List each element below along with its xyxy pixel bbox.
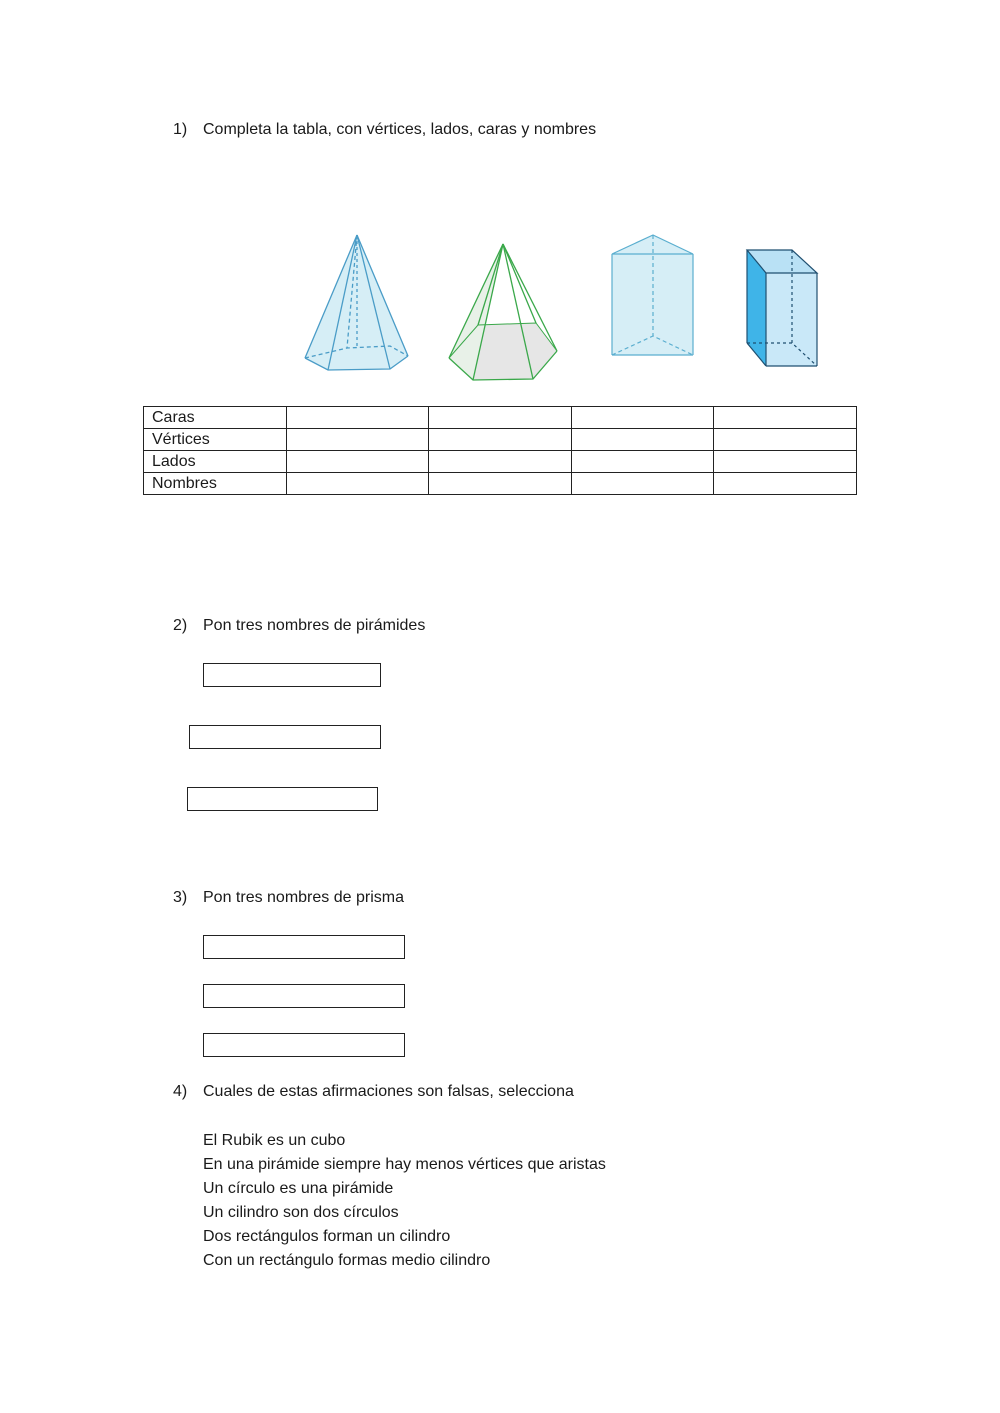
answer-cell[interactable]	[571, 473, 714, 495]
statement-option[interactable]: Con un rectángulo formas medio cilindro	[203, 1252, 491, 1269]
question-number: 1)	[173, 121, 188, 138]
properties-table	[143, 406, 857, 495]
question-number: 3)	[173, 889, 188, 906]
table-row	[144, 451, 857, 473]
question-text: Completa la tabla, con vértices, lados, caras y nombres	[203, 121, 597, 138]
question-text: Cuales de estas afirmaciones son falsas, selecciona	[203, 1083, 574, 1100]
statement-option[interactable]: Dos rectángulos forman un cilindro	[203, 1228, 451, 1245]
answer-cell[interactable]	[286, 451, 429, 473]
answer-cell[interactable]	[714, 429, 857, 451]
answer-cell[interactable]	[571, 451, 714, 473]
table-row	[144, 429, 857, 451]
question-1	[173, 120, 596, 140]
answer-cell[interactable]	[429, 429, 572, 451]
pyramid-answer-box[interactable]	[189, 725, 381, 749]
answer-cell[interactable]	[286, 407, 429, 429]
prism-answer-box[interactable]	[203, 935, 405, 959]
rectangular-prism-icon	[744, 246, 822, 370]
answer-cell[interactable]	[714, 407, 857, 429]
row-label: Nombres	[144, 473, 287, 495]
question-2	[173, 616, 425, 636]
question-4	[173, 1082, 574, 1102]
question-text: Pon tres nombres de prisma	[203, 889, 404, 906]
answer-cell[interactable]	[571, 407, 714, 429]
answer-cell[interactable]	[429, 407, 572, 429]
statement-option[interactable]: Un círculo es una pirámide	[203, 1180, 394, 1197]
table-row	[144, 407, 857, 429]
answer-cell[interactable]	[571, 429, 714, 451]
answer-cell[interactable]	[429, 473, 572, 495]
table-row	[144, 473, 857, 495]
answer-cell[interactable]	[429, 451, 572, 473]
statement-option[interactable]: En una pirámide siempre hay menos vértices que aristas	[203, 1156, 606, 1173]
prism-answer-box[interactable]	[203, 1033, 405, 1057]
pyramid-answer-box[interactable]	[187, 787, 378, 811]
answer-cell[interactable]	[286, 429, 429, 451]
question-text: Pon tres nombres de pirámides	[203, 617, 426, 634]
answer-cell[interactable]	[714, 473, 857, 495]
hexagonal-pyramid-icon	[300, 230, 415, 375]
question-3	[173, 888, 404, 908]
hexagonal-pyramid-green-icon	[443, 240, 563, 385]
pyramid-answer-box[interactable]	[203, 663, 381, 687]
statement-option[interactable]: Un cilindro son dos círculos	[203, 1204, 399, 1221]
prism-answer-box[interactable]	[203, 984, 405, 1008]
statement-option[interactable]: El Rubik es un cubo	[203, 1132, 346, 1149]
answer-cell[interactable]	[714, 451, 857, 473]
answer-cell[interactable]	[286, 473, 429, 495]
triangular-prism-icon	[608, 230, 698, 360]
row-label: Lados	[144, 451, 287, 473]
question-number: 2)	[173, 617, 188, 634]
row-label: Caras	[144, 407, 287, 429]
question-number: 4)	[173, 1083, 188, 1100]
row-label: Vértices	[144, 429, 287, 451]
